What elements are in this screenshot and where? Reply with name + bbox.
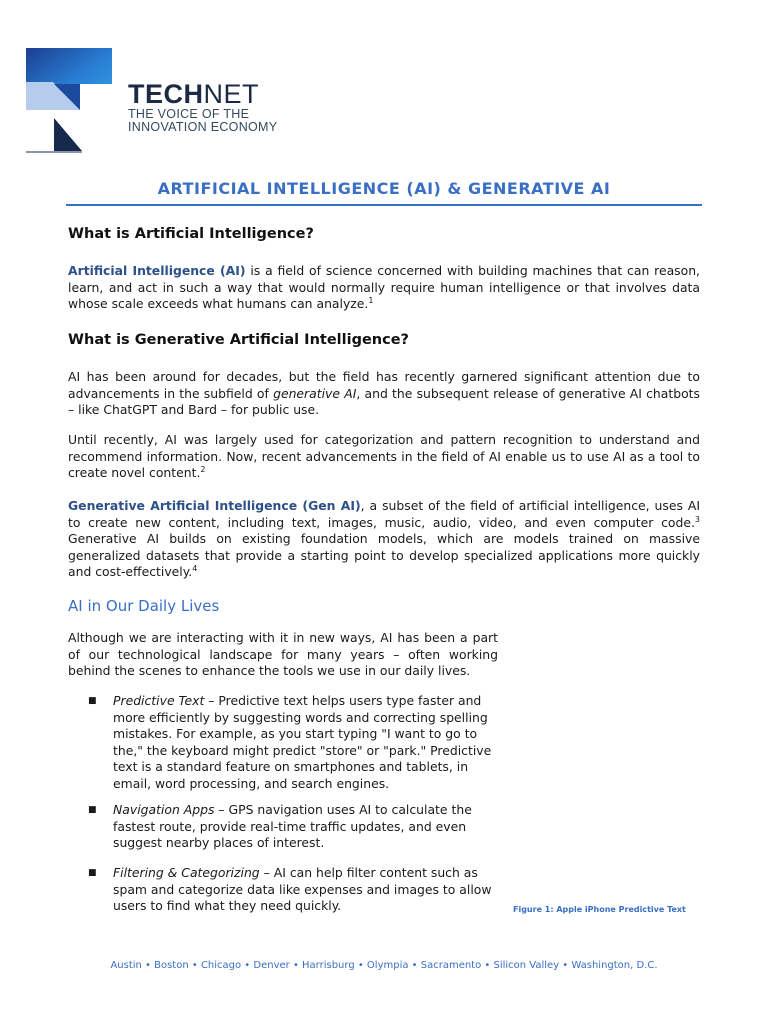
list-item: [88, 693, 498, 792]
document-title: ARTIFICIAL INTELLIGENCE (AI) & GENERATIVE AI: [157, 179, 611, 198]
list-item: [88, 865, 498, 915]
footnote-2: 2: [200, 464, 206, 474]
heading-ai-daily-lives: AI in Our Daily Lives: [68, 597, 220, 615]
ai-definition-text: is a field of science concerned with building machines that can reason, learn, and act in such a way that would normally require human intelligence or that involves data whose scale exceeds what humans can analyze.: [68, 263, 700, 311]
term-ai: Artificial Intelligence (AI): [68, 263, 246, 278]
history-emphasis: generative AI: [273, 385, 357, 401]
bullet-title: Predictive Text: [113, 693, 205, 708]
gen-ai-text-a: , a subset of the field of artificial intelligence, uses AI to create new content, including text, images, music, audio, video, and even computer code.: [68, 498, 700, 530]
heading-what-is-ai: What is Artificial Intelligence?: [68, 226, 314, 242]
bullet-square-icon: ■: [88, 696, 97, 706]
figure-caption: Figure 1: Apple iPhone Predictive Text: [513, 905, 686, 914]
history-text-b: , and the subsequent release of generative AI chatbots – like ChatGPT and Bard – for public use.: [68, 385, 700, 417]
title-divider: [66, 204, 702, 206]
bullet-square-icon: ■: [88, 868, 97, 878]
brand-name-bold: TECH: [128, 79, 204, 109]
brand-block: [128, 80, 277, 134]
advancements-text: Until recently, AI was largely used for categorization and pattern recognition to understand and recommend information. Now, recent advancements in the field of AI enable us to use AI as a tool to create novel content.: [68, 432, 700, 480]
paragraph-gen-ai-definition: [68, 498, 700, 581]
bullet-text: – GPS navigation uses AI to calculate the fastest route, provide real-time traffic updates, and even suggest nearby places of interest.: [113, 802, 472, 850]
bullet-title: Filtering & Categorizing: [113, 865, 260, 880]
paragraph-ai-definition: [68, 263, 700, 313]
brand-tagline-2: INNOVATION ECONOMY: [128, 120, 278, 134]
bullet-text: – AI can help filter content such as spam and categorize data like expenses and images to allow users to find what they need quickly.: [113, 865, 492, 913]
list-item: [88, 802, 498, 852]
paragraph-gen-ai-history: [68, 369, 700, 419]
bullet-square-icon: ■: [88, 805, 97, 815]
bullet-title: Navigation Apps: [113, 802, 215, 817]
footnote-4: 4: [192, 563, 198, 573]
bullet-text: – Predictive text helps users type faster and more efficiently by suggesting words and correcting spelling mistakes. For example, as you start typing "I want to go to the," the keyboard might predict "store" or "park." Predictive text is a standard feature on smartphones and tablets, in email, word processing, and search engines.: [113, 693, 492, 791]
paragraph-recent-advancements: [68, 432, 700, 482]
footer-offices: Austin • Boston • Chicago • Denver • Harrisburg • Olympia • Sacramento • Silicon Valley • Washington, D.C.: [110, 960, 658, 971]
heading-what-is-gen-ai: What is Generative Artificial Intelligence?: [68, 332, 409, 348]
history-text-a: AI has been around for decades, but the field has recently garnered significant attention due to advancements in the subfield of: [68, 369, 700, 401]
technet-logo: [26, 48, 116, 154]
gen-ai-text-b: Generative AI builds on existing foundation models, which are models trained on massive generalized datasets that provide a starting point to develop specialized applications more quickly and cost-effectively.: [68, 531, 700, 579]
term-gen-ai: Generative Artificial Intelligence (Gen AI): [68, 498, 361, 513]
footnote-1: 1: [368, 295, 374, 305]
footnote-3: 3: [694, 514, 700, 524]
brand-name-thin: NET: [203, 79, 259, 109]
brand-tagline-1: THE VOICE OF THE: [128, 107, 250, 121]
brand-name: [128, 80, 277, 108]
paragraph-daily-lives-intro: Although we are interacting with it in new ways, AI has been a part of our technological landscape for many years – often working behind the scenes to enhance the tools we use in our daily lives.: [68, 630, 498, 678]
